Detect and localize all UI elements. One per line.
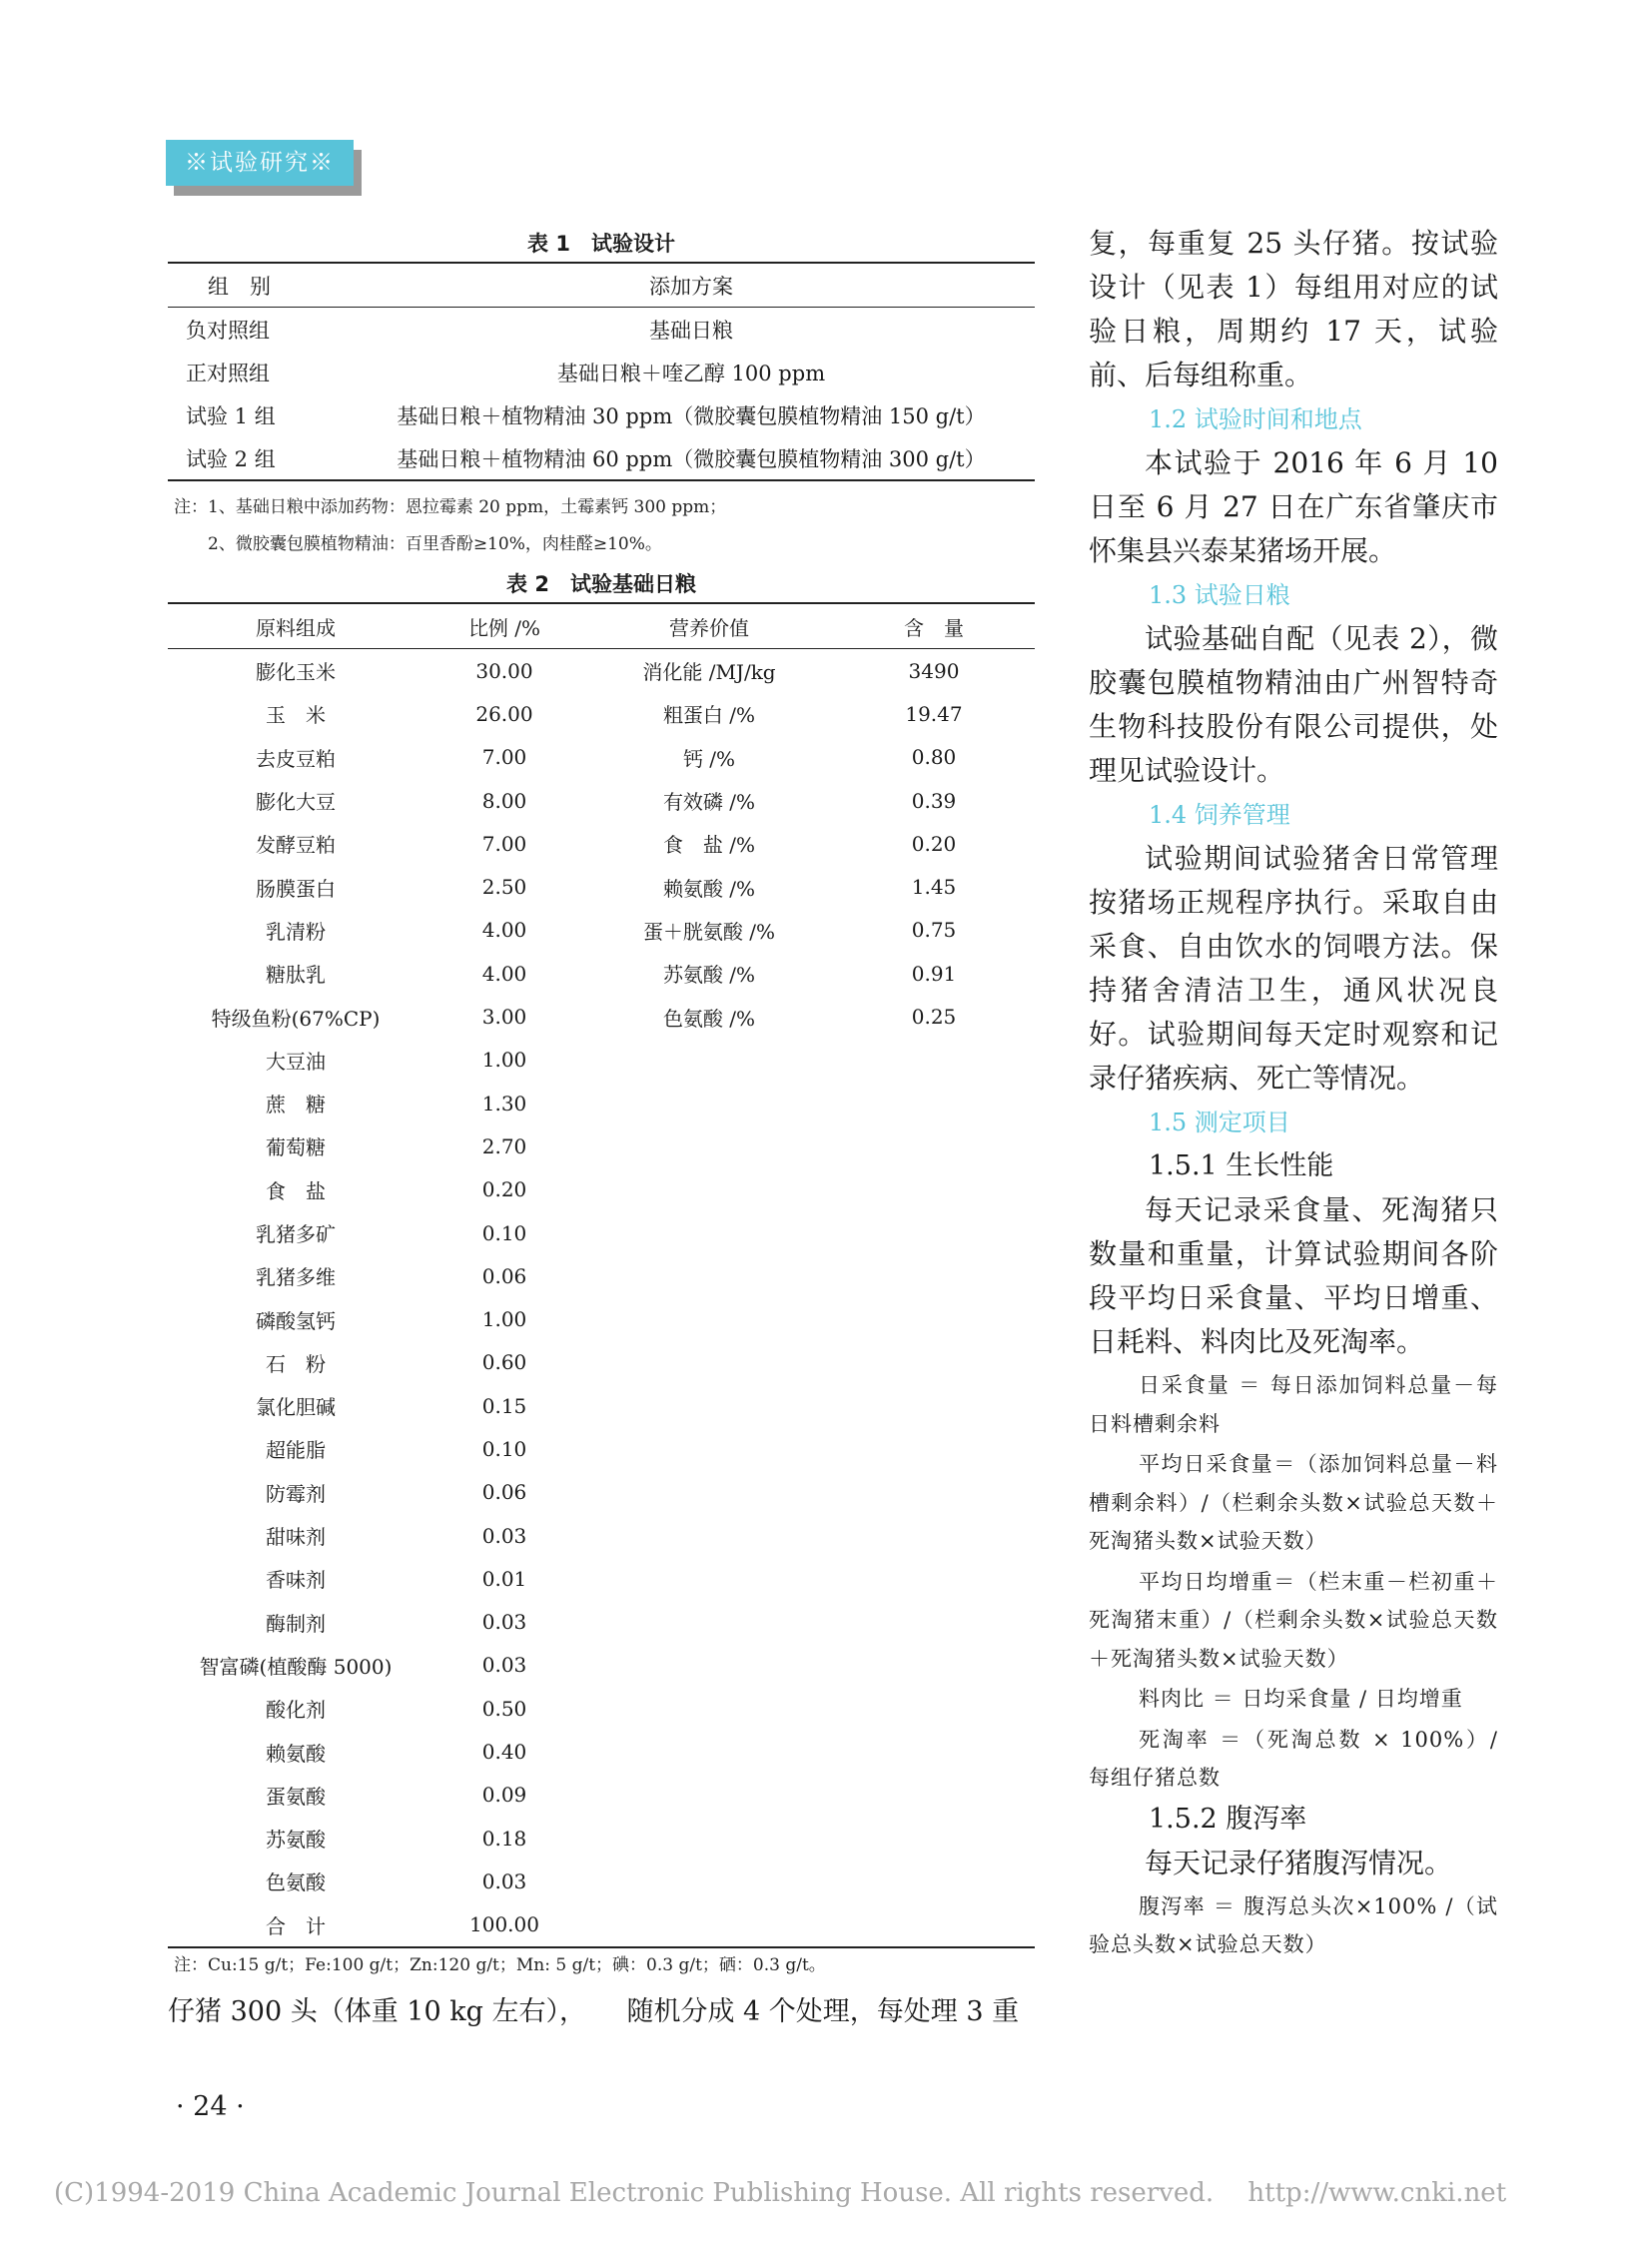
table2-cell-nutrient — [585, 1211, 833, 1254]
copyright-footer: (C)1994-2019 China Academic Journal Electronic Publishing House. All rights reserved. http://www.cnki.net — [54, 2178, 1507, 2208]
heading-1-4: 1.4 饲养管理 — [1149, 801, 1290, 829]
table2-cell-ratio: 30.00 — [475, 658, 533, 683]
table2-cell-ingredient: 蔗 糖 — [266, 1093, 326, 1118]
formula-daily-intake: 日采食量 ＝ 每日添加饲料总量－每日料槽剩余料 — [1089, 1373, 1498, 1436]
table2-header-ingredient: 原料组成 — [256, 615, 336, 640]
table2-cell-ratio: 7.00 — [481, 745, 527, 770]
table2-cell-ingredient: 智富磷(植酸酶 5000) — [199, 1654, 393, 1679]
table2-cell-nutrient — [585, 1254, 833, 1297]
table2-row — [168, 995, 1035, 1038]
table2-cell-ingredient: 超能脂 — [266, 1438, 326, 1463]
table2-cell-nutrient: 蛋＋胱氨酸 /% — [642, 919, 776, 944]
page-number: · 24 · — [176, 2091, 245, 2122]
table2-cell-content — [833, 1039, 1035, 1082]
table2-cell-ratio: 3.00 — [481, 1005, 527, 1030]
table1-title: 表 1 试验设计 — [527, 232, 675, 256]
table2-cell-content — [833, 1601, 1035, 1644]
table2-cell-content — [833, 1297, 1035, 1340]
table2-row — [168, 1297, 1035, 1340]
table1-row — [168, 393, 1035, 436]
paragraph-2: 本试验于 2016 年 6 月 10 日至 6 月 27 日在广东省肇庆市怀集县兴泰某猪场开展。 — [1089, 446, 1498, 567]
table1-cell-scheme: 基础日粮＋植物精油 30 ppm（微胶囊包膜植物精油 150 g/t） — [397, 403, 986, 428]
table1-cell-scheme: 基础日粮＋喹乙醇 100 ppm — [556, 361, 826, 385]
table2-note: 注：Cu:15 g/t；Fe:100 g/t；Zn:120 g/t；Mn: 5 g/t；碘：0.3 g/t；硒：0.3 g/t。 — [174, 1955, 826, 1975]
table2-cell-ingredient: 玉 米 — [266, 703, 326, 728]
table2-cell-ingredient: 葡萄糖 — [266, 1135, 326, 1160]
table2-cell-ratio: 1.00 — [481, 1048, 527, 1073]
table2-cell-content — [833, 1082, 1035, 1124]
table2-cell-ratio: 0.06 — [481, 1480, 527, 1505]
table2-title: 表 2 试验基础日粮 — [506, 572, 696, 596]
table2-cell-content: 0.91 — [911, 961, 957, 986]
formula-avg-daily-intake: 平均日采食量＝（添加饲料总量－料槽剩余料）/（栏剩余头数×试验总天数＋死淘猪头数×试验天数） — [1089, 1452, 1498, 1553]
table2-header-content: 含 量 — [904, 615, 964, 640]
table2-cell-ratio: 7.00 — [481, 831, 527, 856]
table2-header-ratio: 比例 /% — [467, 615, 541, 640]
table2-cell-nutrient — [585, 1687, 833, 1730]
heading-1-5-1: 1.5.1 生长性能 — [1149, 1150, 1334, 1181]
table2-row — [168, 1341, 1035, 1384]
table1-cell-group: 正对照组 — [186, 361, 270, 385]
table2-cell-ratio: 0.50 — [481, 1696, 527, 1721]
table1-header-group: 组 别 — [208, 274, 271, 299]
paragraph-5: 每天记录采食量、死淘猪只数量和重量，计算试验期间各阶段平均日采食量、平均日增重、日耗料、料肉比及死淘率。 — [1089, 1193, 1498, 1358]
table2-row — [168, 1039, 1035, 1082]
table2-cell-ratio: 1.00 — [481, 1307, 527, 1332]
table2-row — [168, 1168, 1035, 1211]
table2-cell-ingredient: 特级鱼粉(67%CP) — [211, 1006, 381, 1031]
table2-cell-ingredient: 大豆油 — [266, 1049, 326, 1074]
table2-row — [168, 822, 1035, 865]
table2-cell-nutrient — [585, 1471, 833, 1514]
table1-cell-group: 试验 2 组 — [186, 446, 276, 471]
table2-row — [168, 952, 1035, 995]
table1-header-row — [168, 263, 1035, 308]
table1-header-scheme: 添加方案 — [649, 274, 733, 299]
table2-cell-nutrient — [585, 1817, 833, 1860]
formula-avg-daily-gain: 平均日均增重＝（栏末重－栏初重＋死淘猪末重）/（栏剩余头数×试验总天数＋死淘猪头数×试验天数） — [1089, 1569, 1498, 1671]
table2-cell-content: 0.25 — [911, 1005, 957, 1030]
table2-row — [168, 1601, 1035, 1644]
table2-row — [168, 1860, 1035, 1902]
table2-row — [168, 1514, 1035, 1557]
table2-row — [168, 909, 1035, 952]
table2-cell-ingredient: 肠膜蛋白 — [256, 876, 336, 901]
table2-cell-nutrient — [585, 1730, 833, 1773]
table2-cell-nutrient — [585, 1341, 833, 1384]
table2-row — [168, 1903, 1035, 1947]
table2-cell-content — [833, 1774, 1035, 1817]
paragraph-3: 试验基础自配（见表 2），微胶囊包膜植物精油由广州智特奇生物科技股份有限公司提供，处理见试验设计。 — [1089, 622, 1498, 787]
table2-cell-ratio: 0.03 — [481, 1653, 527, 1678]
table2 — [168, 602, 1035, 1948]
table2-cell-ingredient: 甜味剂 — [266, 1525, 326, 1550]
table2-row — [168, 1557, 1035, 1600]
table2-cell-content: 0.80 — [911, 745, 957, 770]
table1-row — [168, 436, 1035, 480]
table2-cell-nutrient: 色氨酸 /% — [662, 1006, 756, 1031]
table2-cell-ingredient: 去皮豆粕 — [256, 746, 336, 771]
table2-cell-nutrient: 粗蛋白 /% — [662, 703, 756, 728]
table2-cell-ingredient: 合 计 — [266, 1913, 326, 1938]
table2-cell-content: 3490 — [908, 658, 960, 683]
table2-cell-ratio: 2.50 — [481, 875, 527, 900]
table2-cell-ratio: 0.03 — [481, 1523, 527, 1548]
table2-cell-nutrient — [585, 1082, 833, 1124]
table2-row — [168, 1211, 1035, 1254]
table2-row — [168, 736, 1035, 779]
table1-row — [168, 351, 1035, 393]
paragraph-4: 试验期间试验猪舍日常管理按猪场正规程序执行。采取自由采食、自由饮水的饲喂方法。保持猪舍清洁卫生，通风状况良好。试验期间每天定时观察和记录仔猪疾病、死亡等情况。 — [1089, 842, 1498, 1095]
table2-row — [168, 1644, 1035, 1687]
table2-cell-ratio: 0.10 — [481, 1220, 527, 1245]
table2-cell-ingredient: 磷酸氢钙 — [256, 1308, 336, 1333]
heading-1-3: 1.3 试验日粮 — [1149, 581, 1290, 609]
table2-cell-ingredient: 糖肽乳 — [266, 963, 326, 988]
table2-row — [168, 1471, 1035, 1514]
table2-row — [168, 1124, 1035, 1167]
table2-cell-ratio: 0.10 — [481, 1436, 527, 1461]
table2-cell-ingredient: 苏氨酸 — [266, 1828, 326, 1853]
table2-cell-nutrient — [585, 1774, 833, 1817]
table2-cell-nutrient — [585, 1427, 833, 1470]
table2-cell-nutrient — [585, 1124, 833, 1167]
table2-cell-content: 19.47 — [905, 701, 963, 726]
table2-cell-ratio: 0.06 — [481, 1263, 527, 1288]
table2-cell-nutrient: 苏氨酸 /% — [662, 963, 756, 988]
table2-cell-ratio: 0.18 — [481, 1826, 527, 1851]
table2-cell-nutrient — [585, 1601, 833, 1644]
table2-cell-ratio: 0.03 — [481, 1610, 527, 1635]
table2-cell-content — [833, 1730, 1035, 1773]
table2-row — [168, 865, 1035, 908]
table2-header-row — [168, 603, 1035, 649]
table2-cell-ratio: 0.40 — [481, 1740, 527, 1765]
paragraph-6: 每天记录仔猪腹泻情况。 — [1145, 1846, 1453, 1879]
table2-cell-content — [833, 1471, 1035, 1514]
table2-cell-ratio: 0.60 — [481, 1350, 527, 1375]
table2-cell-ingredient: 膨化大豆 — [256, 790, 336, 815]
table2-cell-ingredient: 蛋氨酸 — [266, 1784, 326, 1809]
table2-row — [168, 1730, 1035, 1773]
table2-cell-content: 0.39 — [911, 788, 957, 813]
table2-header-nutrient: 营养价值 — [669, 615, 749, 640]
table2-cell-content: 0.20 — [911, 831, 957, 856]
heading-1-2: 1.2 试验时间和地点 — [1149, 405, 1362, 433]
table2-cell-ratio: 1.30 — [481, 1091, 527, 1116]
heading-1-5-2: 1.5.2 腹泻率 — [1149, 1803, 1307, 1835]
formula-feed-gain-ratio: 料肉比 ＝ 日均采食量 / 日均增重 — [1139, 1687, 1463, 1711]
table2-cell-ingredient: 石 粉 — [266, 1351, 326, 1376]
table2-cell-ratio: 0.09 — [481, 1783, 527, 1808]
table2-cell-content — [833, 1168, 1035, 1211]
table2-cell-nutrient — [585, 1557, 833, 1600]
table2-cell-nutrient — [585, 1903, 833, 1947]
table2-cell-content — [833, 1644, 1035, 1687]
table2-cell-ingredient: 酶制剂 — [266, 1611, 326, 1636]
table2-cell-ingredient: 膨化玉米 — [256, 660, 336, 685]
table2-cell-content: 0.75 — [911, 918, 957, 943]
table1-cell-group: 负对照组 — [186, 318, 270, 343]
table2-cell-ratio: 0.01 — [481, 1566, 527, 1591]
table1-row — [168, 308, 1035, 352]
table2-cell-content — [833, 1427, 1035, 1470]
table2-row — [168, 1817, 1035, 1860]
section-tag: ※试验研究※ — [166, 140, 354, 186]
table2-cell-content — [833, 1341, 1035, 1384]
table2-row — [168, 1082, 1035, 1124]
table2-cell-ratio: 0.03 — [481, 1868, 527, 1893]
table2-cell-content — [833, 1514, 1035, 1557]
table2-row — [168, 649, 1035, 693]
table2-row — [168, 692, 1035, 735]
paragraph-1: 复，每重复 25 头仔猪。按试验设计（见表 1）每组用对应的试验日粮，周期约 17 天，试验前、后每组称重。 — [1089, 227, 1498, 391]
formula-mortality-rate: 死淘率 ＝（死淘总数 × 100%）/ 每组仔猪总数 — [1089, 1727, 1498, 1790]
table2-cell-ingredient: 乳猪多矿 — [256, 1222, 336, 1246]
table2-cell-ingredient: 乳猪多维 — [256, 1265, 336, 1290]
table2-cell-ratio: 2.70 — [481, 1133, 527, 1158]
table2-cell-ingredient: 酸化剂 — [266, 1698, 326, 1723]
table2-row — [168, 1254, 1035, 1297]
table2-cell-content — [833, 1254, 1035, 1297]
formula-diarrhea-rate: 腹泻率 ＝ 腹泻总头次×100% /（试验总头数×试验总天数） — [1089, 1893, 1498, 1956]
table2-cell-ratio: 8.00 — [481, 788, 527, 813]
table2-row — [168, 1774, 1035, 1817]
table2-row — [168, 779, 1035, 822]
table2-cell-ratio: 4.00 — [481, 918, 527, 943]
table2-cell-nutrient — [585, 1039, 833, 1082]
table1 — [168, 262, 1035, 481]
heading-1-5: 1.5 测定项目 — [1149, 1109, 1290, 1136]
table2-cell-content — [833, 1903, 1035, 1947]
table2-cell-content — [833, 1860, 1035, 1902]
table2-cell-ingredient: 香味剂 — [266, 1568, 326, 1593]
table2-cell-content — [833, 1557, 1035, 1600]
table2-cell-ingredient: 食 盐 — [266, 1178, 326, 1203]
table2-cell-nutrient: 钙 /% — [682, 746, 736, 771]
table2-cell-ingredient: 防霉剂 — [266, 1481, 326, 1506]
table2-cell-content — [833, 1211, 1035, 1254]
table2-row — [168, 1687, 1035, 1730]
table2-cell-ingredient: 乳清粉 — [266, 919, 326, 944]
table1-note-2: 2、微胶囊包膜植物精油：百里香酚≥10%，肉桂醛≥10%。 — [208, 534, 662, 554]
table2-cell-ingredient: 氯化胆碱 — [256, 1395, 336, 1420]
table2-cell-content — [833, 1687, 1035, 1730]
table2-cell-ratio: 100.00 — [469, 1912, 539, 1937]
table2-cell-content — [833, 1817, 1035, 1860]
table2-cell-nutrient — [585, 1384, 833, 1427]
table2-row — [168, 1427, 1035, 1470]
table2-cell-ingredient: 赖氨酸 — [266, 1741, 326, 1766]
table2-cell-nutrient: 赖氨酸 /% — [662, 876, 756, 901]
table2-cell-ingredient: 色氨酸 — [266, 1870, 326, 1895]
table2-cell-ratio: 26.00 — [475, 701, 533, 726]
table2-cell-nutrient: 有效磷 /% — [662, 790, 756, 815]
table1-note-1: 注：1、基础日粮中添加药物：恩拉霉素 20 ppm，土霉素钙 300 ppm； — [174, 497, 727, 517]
table2-cell-ratio: 4.00 — [481, 961, 527, 986]
table2-cell-ratio: 0.15 — [481, 1393, 527, 1418]
table2-cell-content — [833, 1384, 1035, 1427]
table2-cell-content — [833, 1124, 1035, 1167]
table2-cell-ingredient: 发酵豆粕 — [256, 833, 336, 858]
table2-cell-ratio: 0.20 — [481, 1177, 527, 1202]
left-paragraph-text: 仔猪 300 头（体重 10 kg 左右）， 随机分成 4 个处理，每处理 3 重 — [168, 1996, 1020, 2027]
table1-cell-group: 试验 1 组 — [186, 403, 276, 428]
table2-cell-content: 1.45 — [911, 875, 957, 900]
table2-cell-nutrient — [585, 1297, 833, 1340]
right-column — [1089, 222, 1498, 1964]
table2-row — [168, 1384, 1035, 1427]
table2-cell-nutrient — [585, 1168, 833, 1211]
table2-cell-nutrient: 食 盐 /% — [662, 833, 756, 858]
table2-cell-nutrient — [585, 1860, 833, 1902]
table1-cell-scheme: 基础日粮 — [649, 318, 733, 343]
table1-cell-scheme: 基础日粮＋植物精油 60 ppm（微胶囊包膜植物精油 300 g/t） — [397, 446, 986, 471]
table2-cell-nutrient — [585, 1644, 833, 1687]
table2-cell-nutrient: 消化能 /MJ/kg — [642, 660, 776, 685]
table2-cell-nutrient — [585, 1514, 833, 1557]
